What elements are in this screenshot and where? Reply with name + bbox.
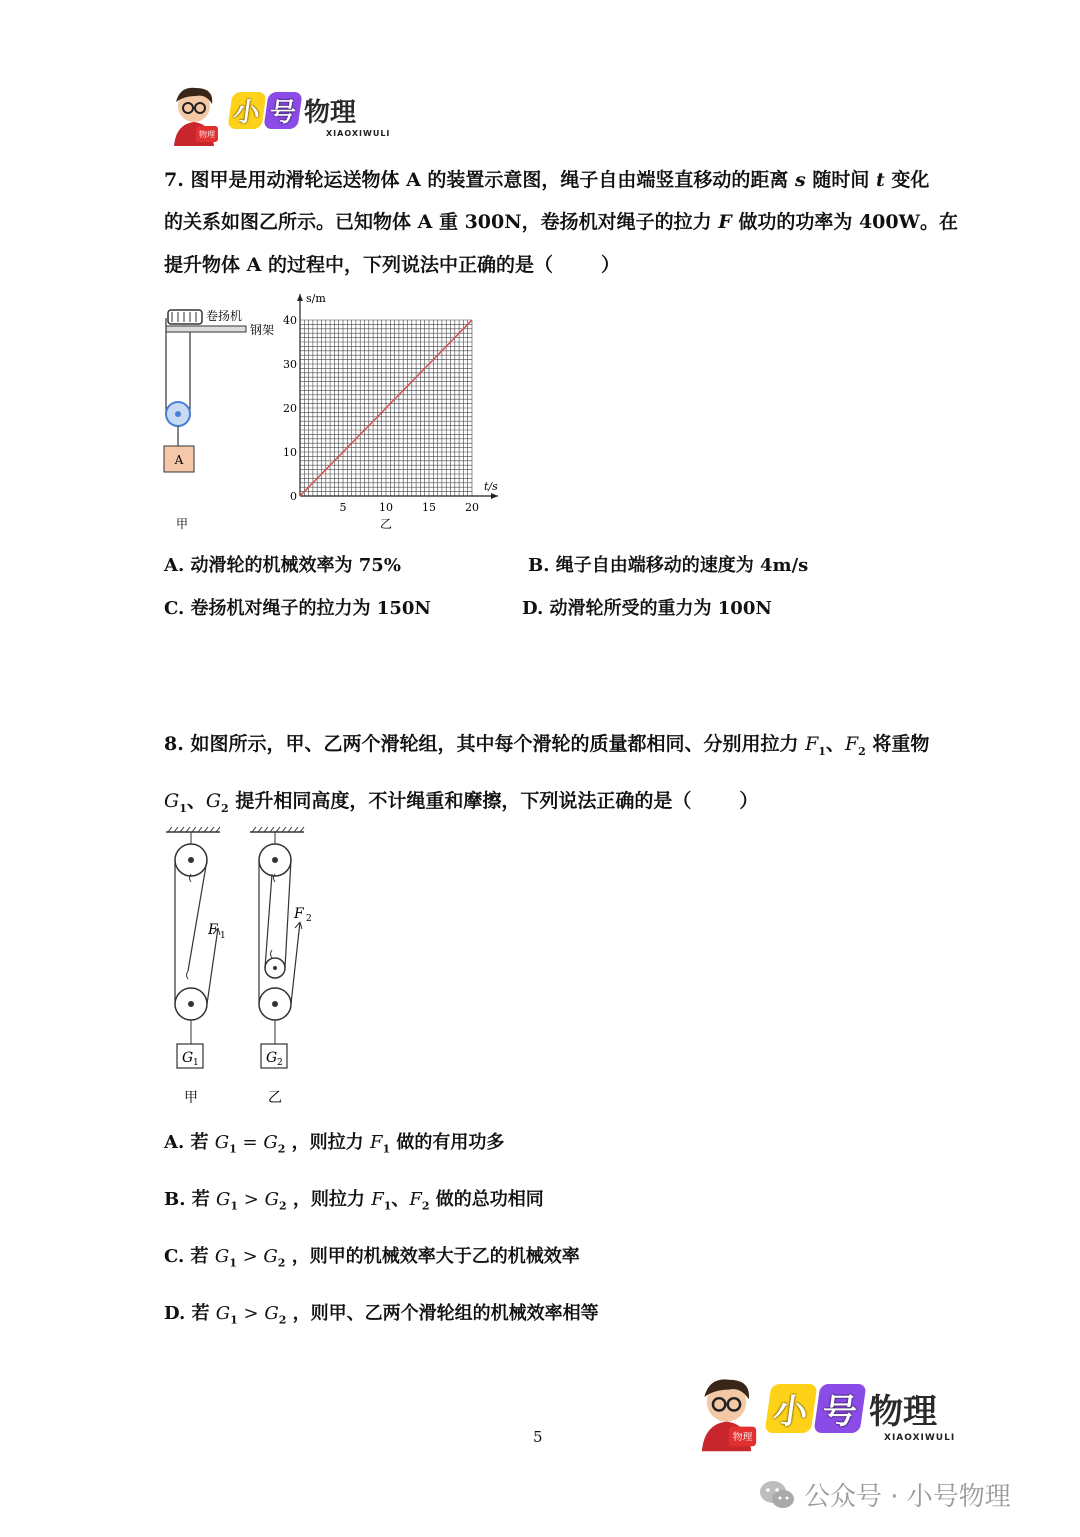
caption-yi-q8: 乙 (268, 1090, 282, 1106)
mascot-icon-bottom (692, 1374, 766, 1452)
svg-text:G: G (266, 1050, 278, 1066)
logo-subtitle-bottom: XIAOXIWULI (884, 1432, 956, 1443)
q7-line2: 的关系如图乙所示。已知物体 A 重 300N，卷扬机对绳子的拉力 F 做功的功率为 400W。在 (164, 211, 958, 233)
steel-frame (166, 326, 246, 332)
logo-xiao-bottom: 小 (765, 1384, 818, 1433)
x-axis-label: t/s (484, 480, 498, 493)
q7-option-b[interactable]: B. 绳子自由端移动的速度为 4m/s (528, 555, 809, 576)
q8-option-c[interactable]: C. 若 $G_1 > G_2$ ，则甲的机械效率大于乙的机械效率 (164, 1246, 580, 1270)
q7-figure-jia (160, 300, 290, 540)
mascot-icon (166, 84, 226, 146)
y-tick-label: 30 (283, 358, 297, 371)
x-tick-label: 20 (465, 501, 479, 514)
logo-bottom (692, 1374, 955, 1452)
q7-line3: 提升物体 A 的过程中，下列说法中正确的是（ ） (164, 254, 620, 276)
q7-chart (276, 286, 516, 536)
logo-hao: 号 (263, 92, 302, 129)
logo-wuli: 物理 (304, 98, 357, 128)
page-number: 5 (533, 1428, 543, 1446)
q8-line2: $G_1$、$G_2$ 提升相同高度，不计绳重和摩擦，下列说法正确的是（ ） (164, 790, 759, 815)
y-tick-label: 10 (283, 446, 297, 459)
f1-label-fig: F (208, 922, 218, 938)
svg-text:物理: 物理 (732, 1432, 753, 1444)
y-axis-label: s/m (306, 292, 326, 305)
y-tick-label: 20 (283, 402, 297, 415)
q8-option-b[interactable]: B. 若 $G_1 > G_2$ ，则拉力 $F_1$、$F_2$ 做的总功相同 (164, 1189, 544, 1213)
q8-option-a[interactable]: A. 若 $G_1 = G_2$ ，则拉力 $F_1$ 做的有用功多 (164, 1132, 505, 1156)
block-a-label: A (174, 453, 184, 467)
origin-label: 0 (290, 490, 297, 503)
q7-option-a[interactable]: A. 动滑轮的机械效率为 75% (164, 555, 401, 576)
logo-xiao: 小 (227, 92, 266, 129)
q8-line1: 8. 如图所示，甲、乙两个滑轮组，其中每个滑轮的质量都相同、分别用拉力 $F_1$、$F_2$ 将重物 (164, 733, 930, 758)
q8-figure (160, 826, 340, 1111)
caption-yi: 乙 (379, 517, 393, 531)
q8-option-d[interactable]: D. 若 $G_1 > G_2$ ，则甲、乙两个滑轮组的机械效率相等 (164, 1303, 599, 1327)
q7-option-d[interactable]: D. 动滑轮所受的重力为 100N (522, 598, 772, 619)
caption-jia-q8: 甲 (184, 1090, 198, 1106)
badge-text: 物理 (199, 130, 215, 139)
svg-text:1: 1 (220, 931, 226, 941)
svg-text:2: 2 (277, 1058, 283, 1068)
y-tick-label: 40 (283, 314, 297, 327)
logo-top (166, 84, 390, 146)
f2-label-fig: F (294, 906, 304, 922)
winch-label: 卷扬机 (206, 309, 243, 323)
caption-jia: 甲 (175, 517, 189, 531)
q7-line1: 7. 图甲是用动滑轮运送物体 A 的装置示意图，绳子自由端竖直移动的距离 s 随时间 t 变化 (164, 169, 930, 191)
y-axis-arrow (297, 294, 303, 301)
x-axis-arrow (491, 493, 498, 499)
footer-watermark: 公众号 · 小号物理 (758, 1476, 1011, 1513)
q7-option-c[interactable]: C. 卷扬机对绳子的拉力为 150N (164, 598, 431, 619)
svg-text:1: 1 (193, 1058, 199, 1068)
winch-icon (168, 310, 202, 324)
x-tick-label: 15 (422, 501, 436, 514)
svg-text:2: 2 (306, 914, 312, 924)
frame-label: 钢架 (250, 323, 275, 337)
svg-text:G: G (182, 1050, 194, 1066)
logo-hao-bottom: 号 (814, 1384, 867, 1433)
wechat-icon (758, 1479, 796, 1511)
x-tick-label: 5 (339, 501, 347, 514)
logo-subtitle: XIAOXIWULI (326, 129, 391, 138)
logo-wuli-bottom: 物理 (869, 1391, 937, 1432)
x-tick-label: 10 (379, 501, 393, 514)
